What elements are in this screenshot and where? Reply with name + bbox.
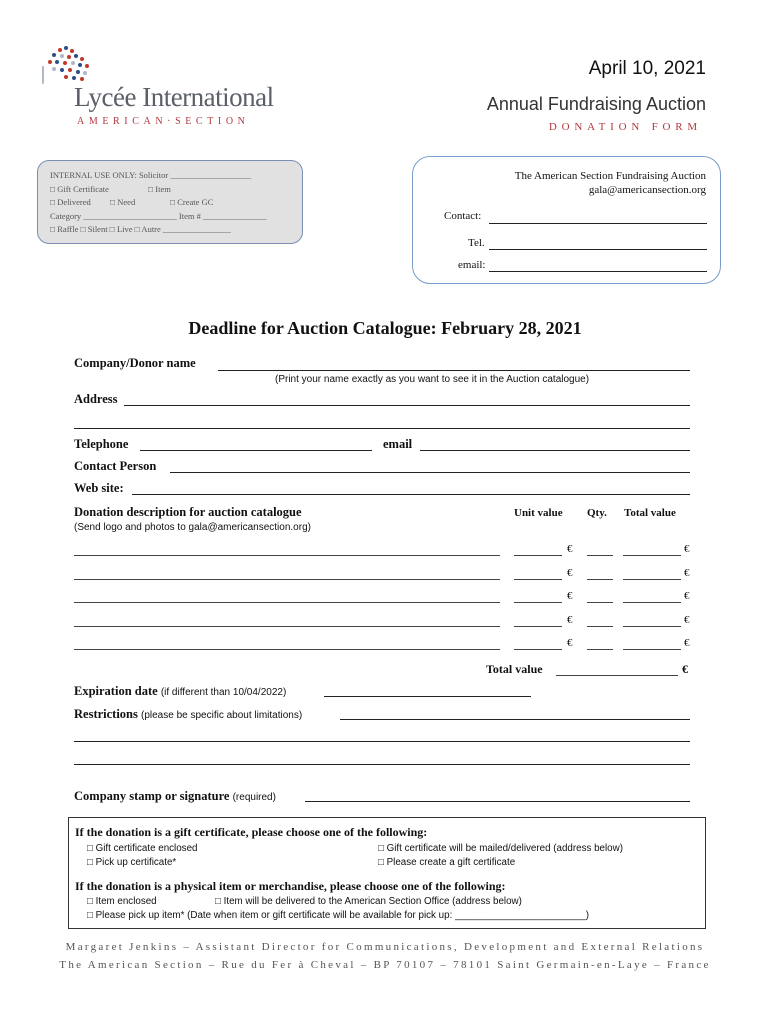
currency-sign: € (684, 614, 690, 626)
unit-value-field[interactable] (514, 649, 562, 650)
currency-sign: € (567, 614, 573, 626)
form-date: April 10, 2021 (588, 58, 706, 79)
stamp-note: (required) (232, 792, 276, 803)
internal-category-item: Category ______________________ Item # _______________ (50, 211, 267, 221)
unit-value-field[interactable] (514, 555, 562, 556)
signature-field[interactable] (305, 801, 690, 802)
col-total-value: Total value (624, 507, 676, 519)
expiration-label-text: Expiration date (74, 684, 158, 698)
gift-certificate-heading: If the donation is a gift certificate, please choose one of the following: (75, 825, 428, 839)
stamp-label-text: Company stamp or signature (74, 789, 230, 803)
tel-label: Tel. (468, 237, 485, 249)
gift-enclosed-checkbox[interactable]: □ Gift certificate enclosed (87, 843, 198, 854)
currency-sign: € (567, 590, 573, 602)
currency-sign: € (684, 590, 690, 602)
website-label: Web site: (74, 481, 124, 495)
email-label: email (383, 437, 413, 451)
donation-note: (Send logo and photos to gala@americansection.org) (74, 522, 311, 533)
contact-email-address: gala@americansection.org (588, 184, 706, 196)
qty-field[interactable] (587, 602, 613, 603)
website-field[interactable] (132, 494, 690, 495)
donation-label: Donation description for auction catalogue (74, 505, 302, 519)
internal-delivered-checkbox[interactable]: □ Delivered (50, 197, 91, 207)
total-value-field[interactable] (623, 555, 681, 556)
address-label: Address (74, 392, 118, 406)
form-title: DONATION FORM (548, 121, 702, 133)
contact-label: Contact: (444, 210, 482, 222)
contact-person-field[interactable] (170, 472, 690, 473)
item-pickup-checkbox[interactable]: □ Please pick up item* (Date when item or gift certificate will be available for pick up: ________________________) (87, 910, 590, 921)
currency-sign: € (684, 543, 690, 555)
contact-email-field[interactable] (489, 271, 707, 272)
restrictions-note: (please be specific about limitations) (141, 710, 303, 721)
currency-sign: € (684, 637, 690, 649)
item-enclosed-checkbox[interactable]: □ Item enclosed (87, 896, 157, 907)
total-value-field[interactable] (623, 626, 681, 627)
expiration-note: (if different than 10/04/2022) (160, 687, 287, 698)
company-note: (Print your name exactly as you want to see it in the Auction catalogue) (275, 374, 590, 385)
qty-field[interactable] (587, 555, 613, 556)
total-value-field[interactable] (623, 649, 681, 650)
restrictions-field-2[interactable] (74, 741, 690, 742)
internal-use-box (37, 160, 303, 244)
internal-need-checkbox[interactable]: □ Need (110, 197, 136, 207)
internal-solicitor: INTERNAL USE ONLY: Solicitor ___________________ (50, 170, 252, 180)
footer-address: The American Section – Rue du Fer à Cheval – BP 70107 – 78101 Saint Germain-en-Laye – France (59, 959, 711, 971)
telephone-label: Telephone (74, 437, 129, 451)
expiration-field[interactable] (324, 696, 531, 697)
description-field[interactable] (74, 579, 500, 580)
description-field[interactable] (74, 626, 500, 627)
gift-mailed-checkbox[interactable]: □ Gift certificate will be mailed/delivered (address below) (378, 843, 623, 854)
total-value-field[interactable] (623, 602, 681, 603)
currency-sign: € (682, 662, 688, 676)
contact-org: The American Section Fundraising Auction (514, 170, 706, 182)
unit-value-field[interactable] (514, 602, 562, 603)
internal-auction-type: □ Raffle □ Silent □ Live □ Autre ________________ (50, 224, 231, 234)
logo-name: Lycée International (74, 82, 274, 112)
unit-value-field[interactable] (514, 579, 562, 580)
restrictions-label-text: Restrictions (74, 707, 138, 721)
address-field-2[interactable] (74, 428, 690, 429)
description-field[interactable] (74, 555, 500, 556)
currency-sign: € (567, 543, 573, 555)
description-field[interactable] (74, 649, 500, 650)
contact-box (412, 156, 721, 284)
grand-total-field[interactable] (556, 675, 678, 676)
contact-field[interactable] (489, 223, 707, 224)
gift-pickup-checkbox[interactable]: □ Pick up certificate* (87, 857, 177, 868)
contact-person-label: Contact Person (74, 459, 157, 473)
description-field[interactable] (74, 602, 500, 603)
item-delivered-checkbox[interactable]: □ Item will be delivered to the American Section Office (address below) (215, 896, 522, 907)
gift-create-checkbox[interactable]: □ Please create a gift certificate (378, 857, 516, 868)
currency-sign: € (684, 567, 690, 579)
unit-value-field[interactable] (514, 626, 562, 627)
company-field[interactable] (218, 370, 690, 371)
internal-gift-certificate-checkbox[interactable]: □ Gift Certificate (50, 184, 109, 194)
qty-field[interactable] (587, 579, 613, 580)
internal-create-gc-checkbox[interactable]: □ Create GC (170, 197, 214, 207)
logo-subtitle: AMERICAN·SECTION (77, 116, 250, 127)
col-unit-value: Unit value (514, 507, 563, 519)
col-qty: Qty. (587, 507, 607, 519)
total-label: Total value (486, 662, 543, 676)
currency-sign: € (567, 567, 573, 579)
email-field[interactable] (420, 450, 690, 451)
restrictions-field-1[interactable] (340, 719, 690, 720)
stamp-label (74, 789, 276, 804)
company-label: Company/Donor name (74, 356, 196, 370)
address-field-1[interactable] (124, 405, 690, 406)
currency-sign: € (567, 637, 573, 649)
event-title: Annual Fundraising Auction (486, 94, 706, 114)
restrictions-field-3[interactable] (74, 764, 690, 765)
qty-field[interactable] (587, 649, 613, 650)
internal-item-checkbox[interactable]: □ Item (148, 184, 171, 194)
footer-contact: Margaret Jenkins – Assistant Director for Communications, Development and External Relations (65, 941, 705, 953)
physical-item-heading: If the donation is a physical item or merchandise, please choose one of the following: (75, 879, 506, 893)
qty-field[interactable] (587, 626, 613, 627)
restrictions-label (74, 707, 302, 722)
deadline-heading: Deadline for Auction Catalogue: February 28, 2021 (188, 318, 582, 338)
donation-options-box (68, 817, 706, 929)
tel-field[interactable] (489, 249, 707, 250)
telephone-field[interactable] (140, 450, 372, 451)
total-value-field[interactable] (623, 579, 681, 580)
expiration-label (74, 684, 286, 699)
contact-email-label: email: (458, 259, 486, 271)
